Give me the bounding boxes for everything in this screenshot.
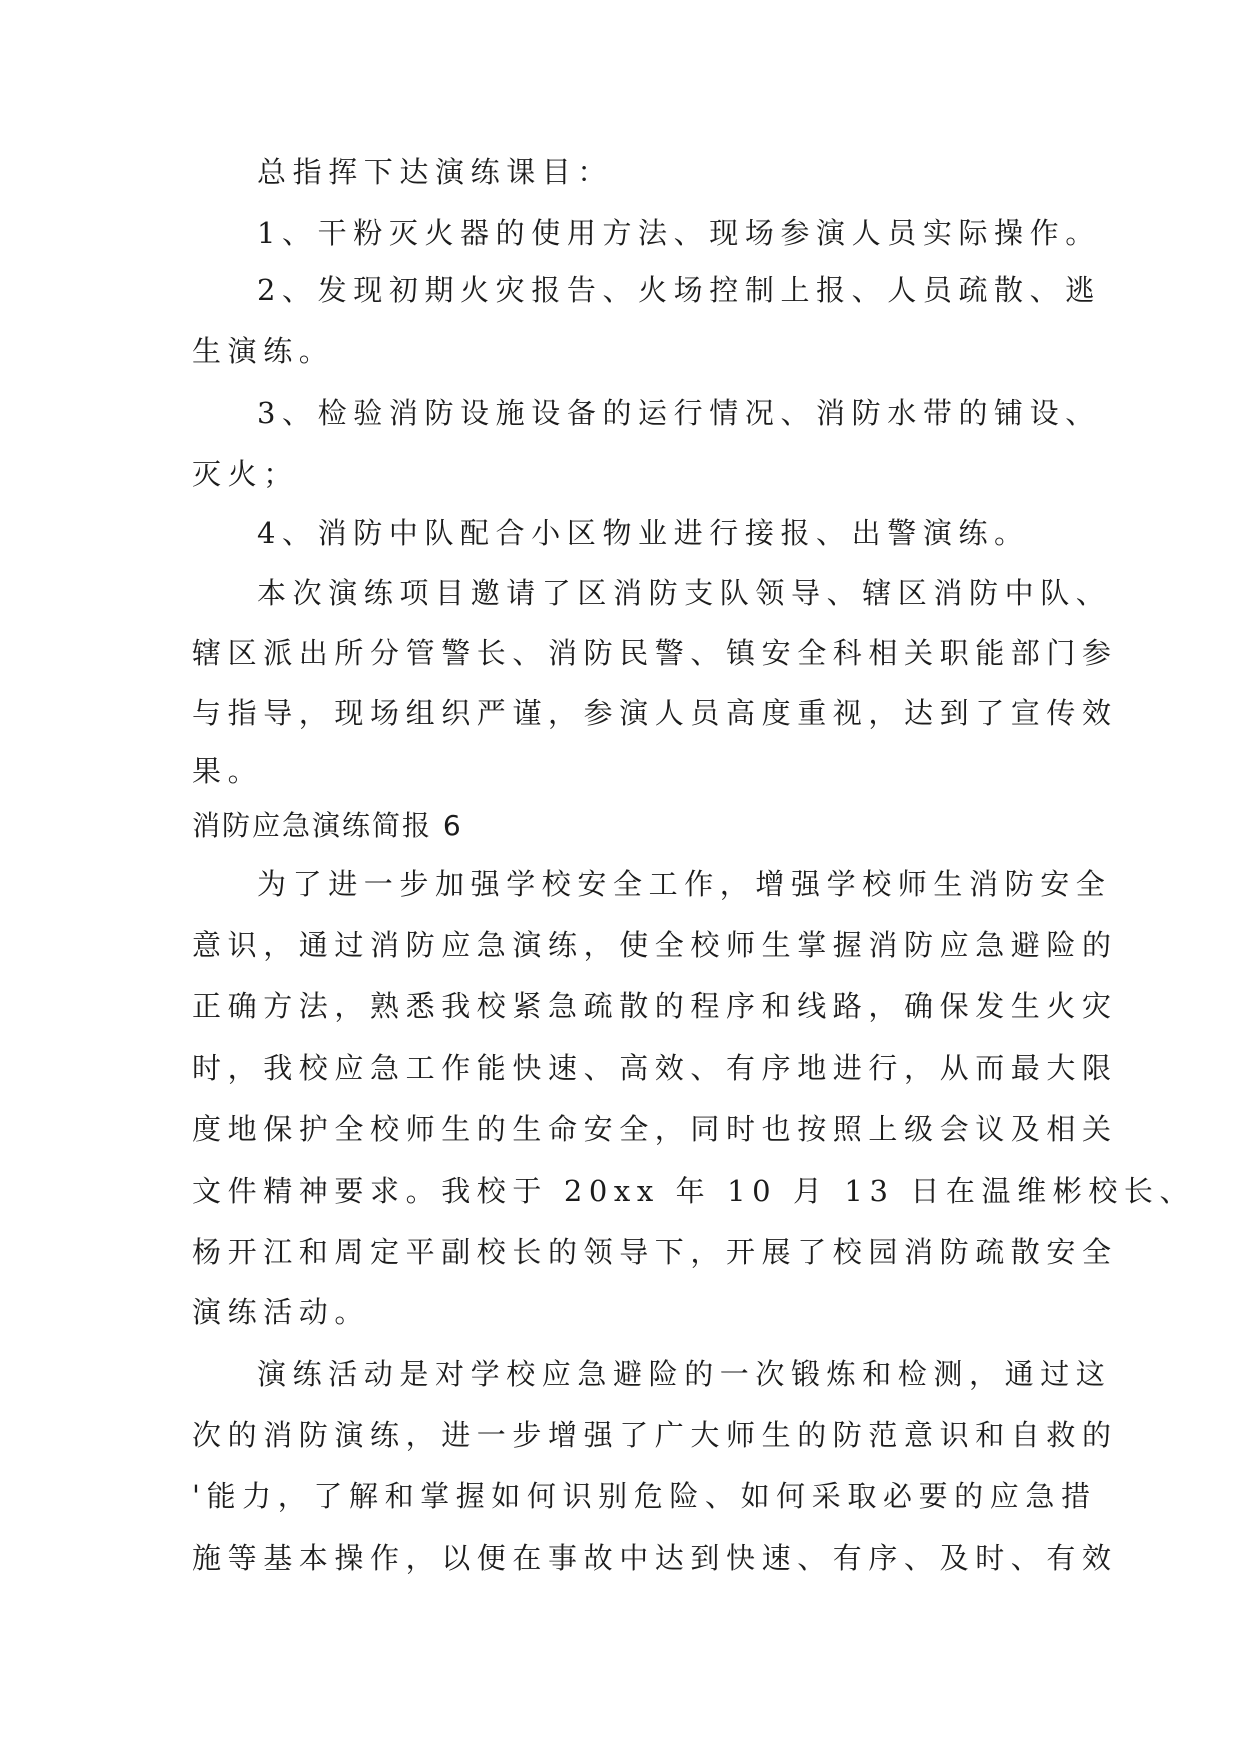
invite-paragraph-line-1: 本次演练项目邀请了区消防支队领导、辖区消防中队、 — [257, 576, 1112, 610]
drill-item-3-continued: 灭火； — [192, 457, 299, 491]
paragraph-1-line-1: 为了进一步加强学校安全工作，增强学校师生消防安全 — [257, 867, 1112, 901]
drill-item-2: 2、发现初期火灾报告、火场控制上报、人员疏散、逃 — [257, 273, 1101, 307]
drill-item-2-continued: 生演练。 — [192, 334, 335, 368]
section-heading: 消防应急演练简报 6 — [192, 809, 463, 842]
drill-item-3: 3、检验消防设施设备的运行情况、消防水带的铺设、 — [257, 396, 1101, 430]
paragraph-2-line-1: 演练活动是对学校应急避险的一次锻炼和检测，通过这 — [257, 1357, 1112, 1391]
drill-item-4: 4、消防中队配合小区物业进行接报、出警演练。 — [257, 516, 1030, 550]
paragraph-2-line-3: '能力，了解和掌握如何识别危险、如何采取必要的应急措 — [192, 1479, 1097, 1513]
paragraph-2-line-2: 次的消防演练，进一步增强了广大师生的防范意识和自救的 — [192, 1418, 1118, 1452]
drill-item-1: 1、干粉灭火器的使用方法、现场参演人员实际操作。 — [257, 216, 1101, 250]
paragraph-1-line-7: 杨开江和周定平副校长的领导下，开展了校园消防疏散安全 — [192, 1235, 1118, 1269]
paragraph-1-line-6: 文件精神要求。我校于 20xx 年 10 月 13 日在温维彬校长、 — [192, 1174, 1196, 1208]
paragraph-1-line-5: 度地保护全校师生的生命安全，同时也按照上级会议及相关 — [192, 1112, 1118, 1146]
invite-paragraph-line-4: 果。 — [192, 754, 264, 788]
paragraph-1-line-3: 正确方法，熟悉我校紧急疏散的程序和线路，确保发生火灾 — [192, 989, 1118, 1023]
paragraph-1-line-8: 演练活动。 — [192, 1295, 371, 1329]
paragraph-1-line-2: 意识，通过消防应急演练，使全校师生掌握消防应急避险的 — [192, 928, 1118, 962]
invite-paragraph-line-3: 与指导，现场组织严谨，参演人员高度重视，达到了宣传效 — [192, 696, 1118, 730]
paragraph-2-line-4: 施等基本操作，以便在事故中达到快速、有序、及时、有效 — [192, 1541, 1118, 1575]
paragraph-1-line-4: 时，我校应急工作能快速、高效、有序地进行，从而最大限 — [192, 1051, 1118, 1085]
drill-intro-line: 总指挥下达演练课目： — [257, 155, 614, 189]
invite-paragraph-line-2: 辖区派出所分管警长、消防民警、镇安全科相关职能部门参 — [192, 636, 1118, 670]
